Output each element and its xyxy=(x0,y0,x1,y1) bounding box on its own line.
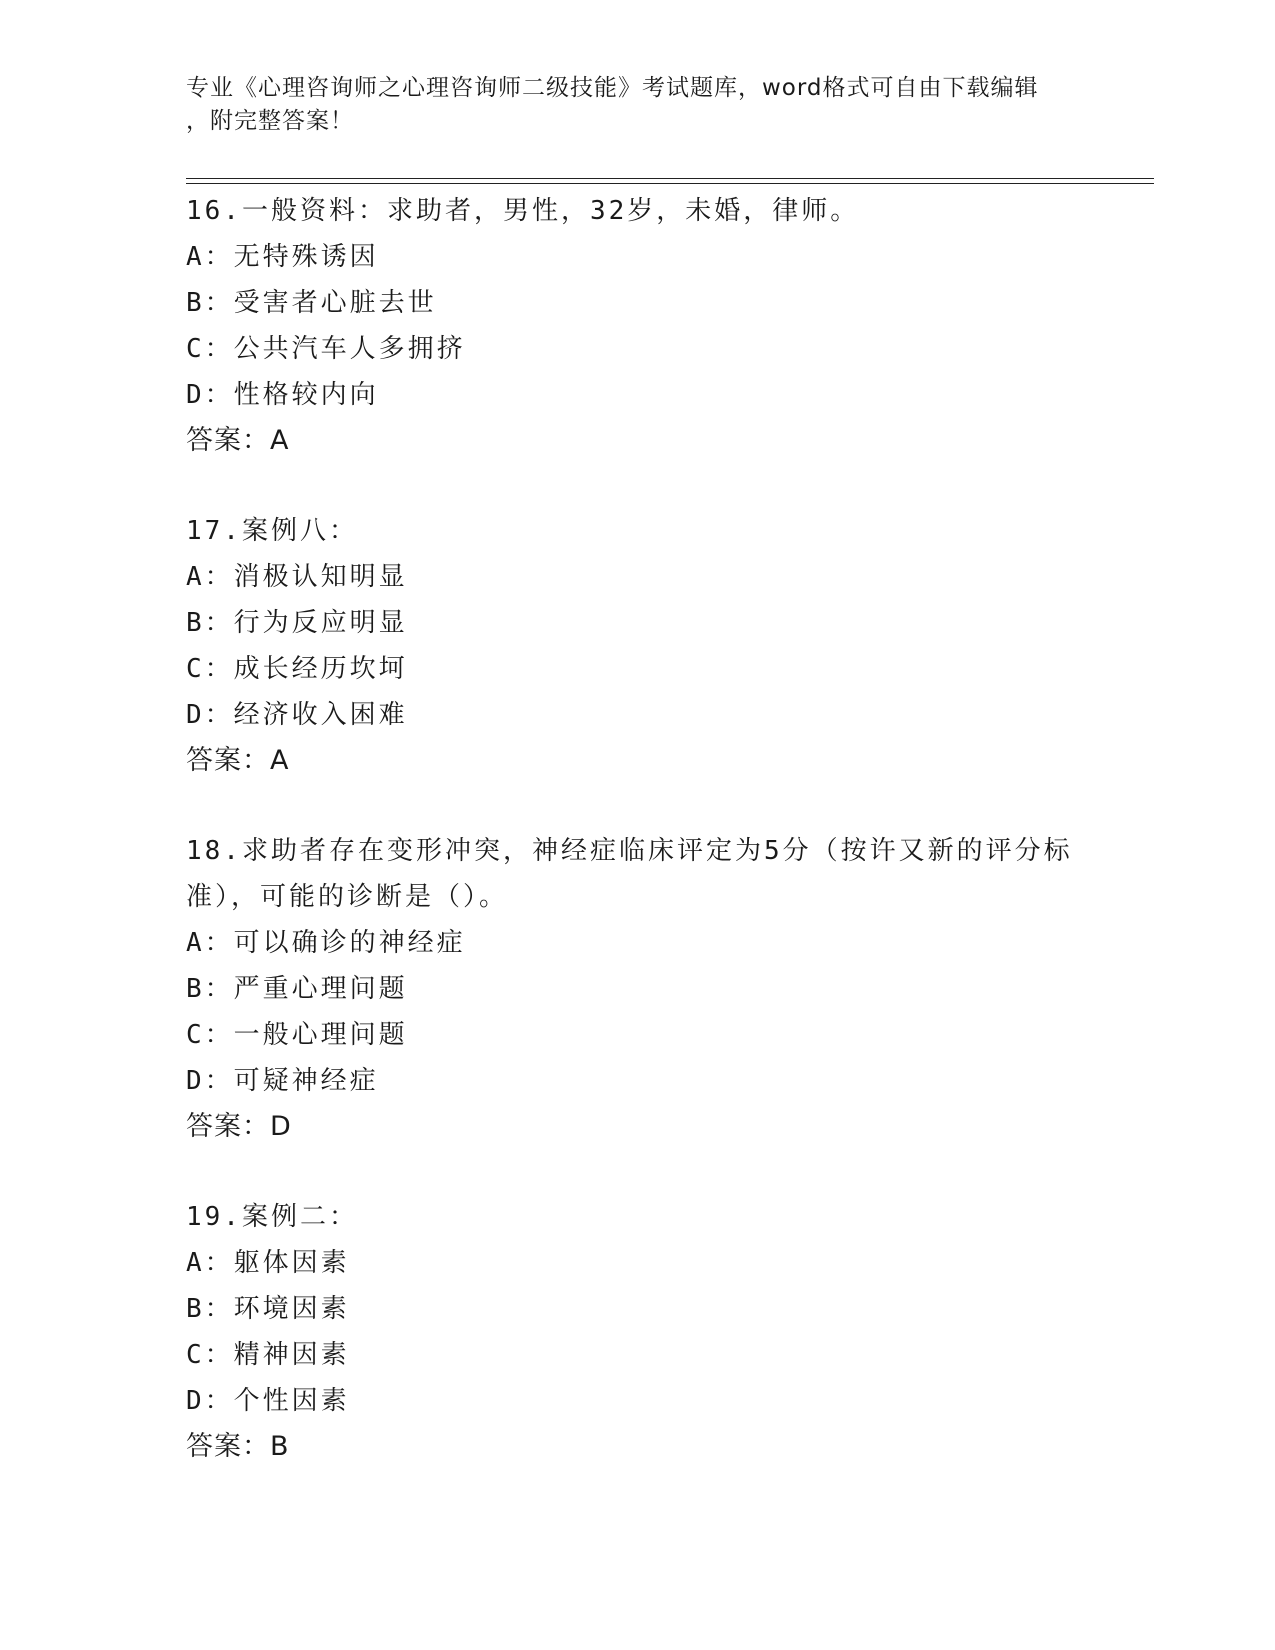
option-c: C：成长经历坎坷 xyxy=(186,654,408,684)
answer-line: 答案：A xyxy=(186,745,290,776)
answer-line: 答案：A xyxy=(186,425,290,456)
option-d: D：经济收入困难 xyxy=(186,700,408,730)
option-a: A：可以确诊的神经症 xyxy=(186,928,466,958)
option-d: D：个性因素 xyxy=(186,1386,350,1416)
question-stem: 17.案例八： xyxy=(186,516,358,546)
option-a: A：消极认知明显 xyxy=(186,562,408,592)
option-c: C：精神因素 xyxy=(186,1340,350,1370)
question-19 xyxy=(186,1194,1086,1470)
question-stem: 16.一般资料：求助者，男性，32岁，未婚，律师。 xyxy=(186,196,860,226)
header-divider-top xyxy=(186,178,1154,179)
question-18 xyxy=(186,828,1086,1150)
question-16 xyxy=(186,188,1086,464)
header-line-2: ，附完整答案！ xyxy=(186,108,354,134)
option-b: B：行为反应明显 xyxy=(186,608,408,638)
option-a: A：躯体因素 xyxy=(186,1248,350,1278)
document-header xyxy=(186,72,1086,138)
question-stem: 19.案例二： xyxy=(186,1202,358,1232)
answer-line: 答案：B xyxy=(186,1431,290,1462)
option-c: C：公共汽车人多拥挤 xyxy=(186,334,466,364)
option-b: B：环境因素 xyxy=(186,1294,350,1324)
question-list xyxy=(186,188,1086,1514)
option-b: B：严重心理问题 xyxy=(186,974,408,1004)
question-17 xyxy=(186,508,1086,784)
option-d: D：可疑神经症 xyxy=(186,1066,379,1096)
option-d: D：性格较内向 xyxy=(186,380,379,410)
header-line-1: 专业《心理咨询师之心理咨询师二级技能》考试题库，word格式可自由下载编辑 xyxy=(186,75,1039,101)
question-stem-line-1: 18.求助者存在变形冲突，神经症临床评定为5分（按许又新的评分标 xyxy=(186,836,1073,866)
option-c: C：一般心理问题 xyxy=(186,1020,408,1050)
option-a: A：无特殊诱因 xyxy=(186,242,379,272)
header-divider-bottom xyxy=(186,183,1154,184)
answer-line: 答案：D xyxy=(186,1111,292,1142)
option-b: B：受害者心脏去世 xyxy=(186,288,437,318)
question-stem-line-2: 准），可能的诊断是（）。 xyxy=(186,882,509,912)
